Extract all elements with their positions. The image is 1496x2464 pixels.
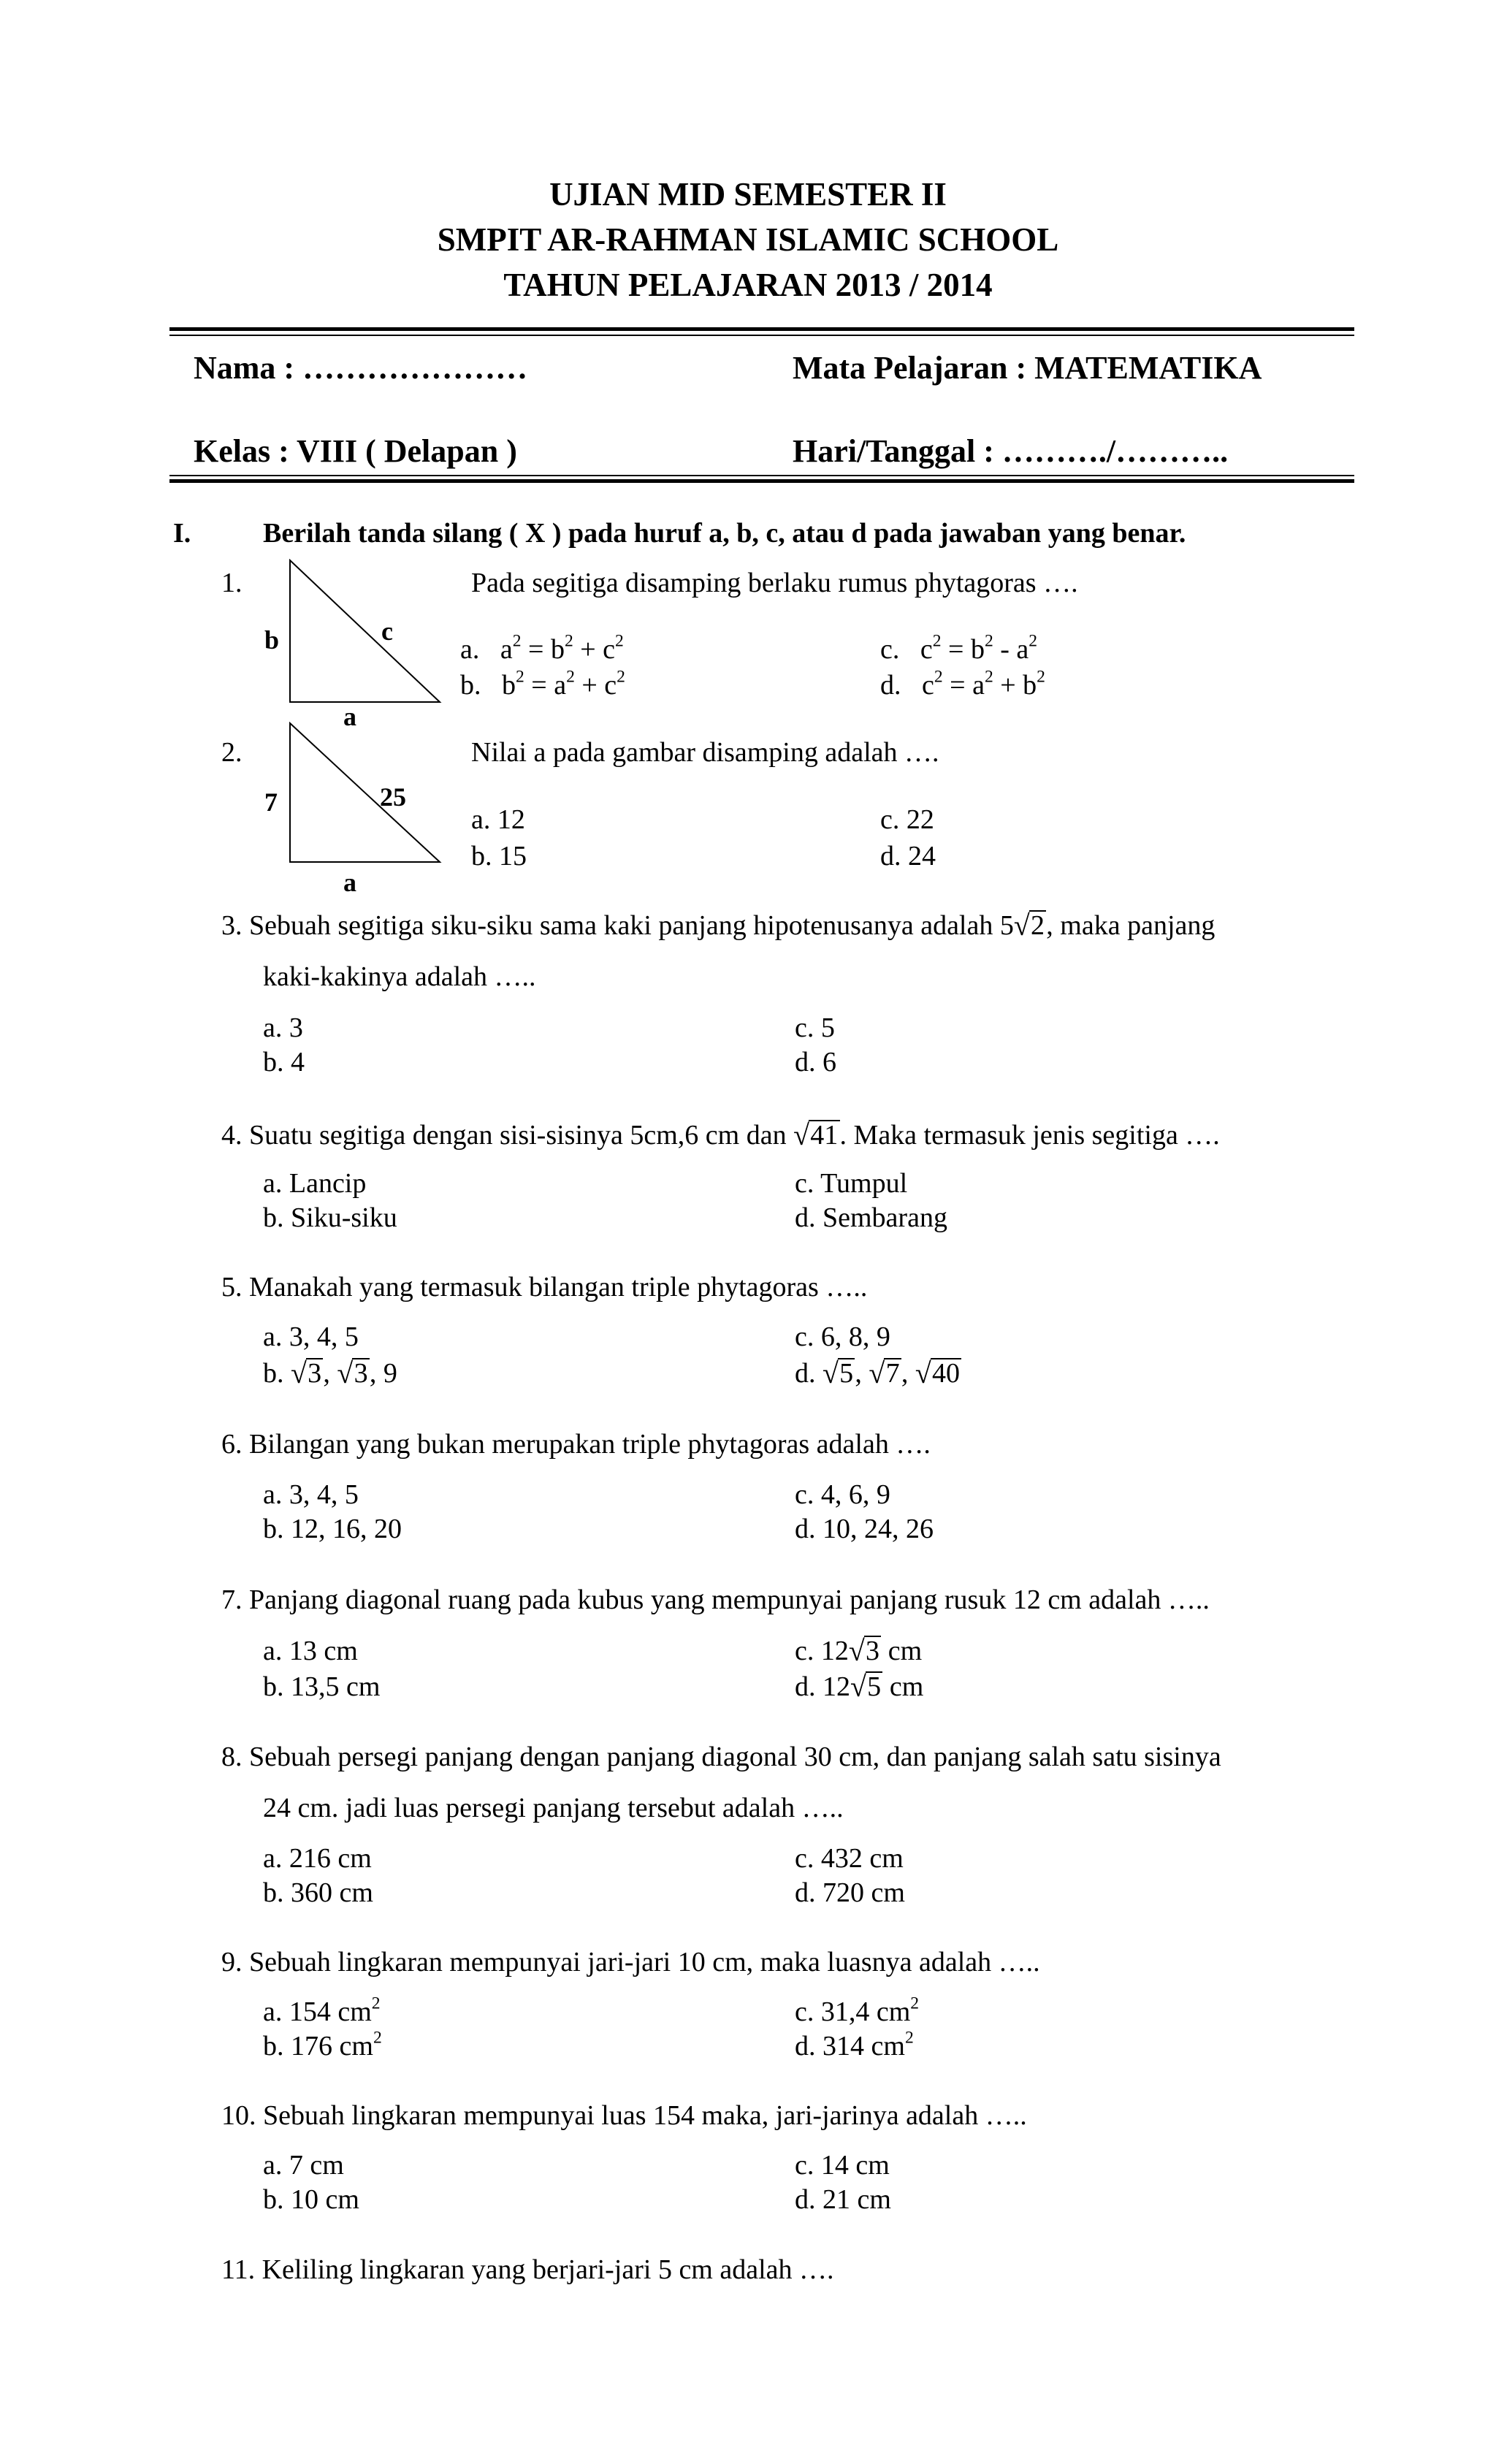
question-8-text-line2: 24 cm. jadi luas persegi panjang tersebut adalah …..	[263, 1793, 844, 1823]
q6-option-b: b. 12, 16, 20	[263, 1514, 402, 1544]
q10-option-c: c. 14 cm	[795, 2150, 890, 2181]
q9-option-c: c. 31,4 $cm^2$	[795, 1994, 920, 2027]
header-rule-top-thin	[169, 335, 1354, 336]
q4-option-c: c. Tumpul	[795, 1168, 908, 1199]
exam-title: UJIAN MID SEMESTER II	[549, 176, 947, 213]
question-1-text: Pada segitiga disamping berlaku rumus phytagoras ….	[471, 568, 1078, 598]
q7-option-c: c. 12 √ 3 cm	[795, 1634, 923, 1668]
q6-option-c: c. 4, 6, 9	[795, 1479, 890, 1510]
q5-option-b: b. √ 3, √ 3, 9	[263, 1357, 397, 1390]
section-number: I.	[173, 518, 191, 549]
q8-option-c: c. 432 cm	[795, 1843, 904, 1874]
q5-option-d: d. √ 5, √ 7, √ 40	[795, 1357, 961, 1389]
date-field: Hari/Tanggal : ………./………..	[793, 433, 1229, 469]
q3-option-d: d. 6	[795, 1047, 836, 1077]
q7-option-d: d. 12 √ 5 cm	[795, 1670, 924, 1704]
q1-label-b: b	[264, 625, 280, 655]
q3-option-c: c. 5	[795, 1012, 835, 1043]
q1-option-b: b. $b^2 = a^2 + c^2$	[460, 667, 625, 701]
q1-triangle-figure	[289, 559, 446, 705]
question-10-text: 10. Sebuah lingkaran mempunyai luas 154 maka, jari-jarinya adalah …..	[221, 2100, 1027, 2131]
question-4-text: 4. Suatu segitiga dengan sisi-sisinya 5cm,6 cm dan √ 41. Maka termasuk jenis segitiga ….	[221, 1118, 1220, 1152]
q2-label-a: a	[343, 868, 356, 897]
q2-option-d: d. 24	[880, 841, 936, 871]
q10-option-a: a. 7 cm	[263, 2150, 344, 2181]
academic-year: TAHUN PELAJARAN 2013 / 2014	[503, 267, 993, 303]
question-9-text: 9. Sebuah lingkaran mempunyai jari-jari 10 cm, maka luasnya adalah …..	[221, 1947, 1040, 1977]
q3-option-a: a. 3	[263, 1012, 303, 1043]
question-8-text: 8. Sebuah persegi panjang dengan panjang diagonal 30 cm, dan panjang salah satu sisinya	[221, 1742, 1221, 1772]
header-rule-bottom-thin	[169, 475, 1354, 476]
q7-option-a: a. 13 cm	[263, 1636, 358, 1666]
question-5-text: 5. Manakah yang termasuk bilangan triple phytagoras …..	[221, 1272, 868, 1302]
question-11-text: 11. Keliling lingkaran yang berjari-jari 5 cm adalah ….	[221, 2254, 834, 2285]
q9-option-a: a. 154 $cm^2$	[263, 1994, 381, 2027]
q1-option-c: c. $c^2 = b^2 - a^2$	[880, 631, 1038, 665]
q2-triangle-figure	[289, 722, 446, 868]
q2-label-7: 7	[264, 787, 278, 817]
class-field: Kelas : VIII ( Delapan )	[194, 433, 517, 469]
section-instruction: Berilah tanda silang ( X ) pada huruf a, b, c, atau d pada jawaban yang benar.	[263, 518, 1186, 549]
q8-option-b: b. 360 cm	[263, 1877, 373, 1908]
q1-label-a: a	[343, 702, 356, 731]
subject-field: Mata Pelajaran : MATEMATIKA	[793, 350, 1262, 386]
question-3-text: 3. Sebuah segitiga siku-siku sama kaki panjang hipotenusanya adalah 5 √ 2, maka panjang	[221, 909, 1216, 942]
q6-option-a: a. 3, 4, 5	[263, 1479, 359, 1510]
q2-option-b: b. 15	[471, 841, 527, 871]
question-7-text: 7. Panjang diagonal ruang pada kubus yang mempunyai panjang rusuk 12 cm adalah …..	[221, 1584, 1210, 1615]
question-1-number: 1.	[221, 568, 243, 598]
q5-option-c: c. 6, 8, 9	[795, 1321, 890, 1352]
q9-option-d: d. 314 $cm^2$	[795, 2028, 914, 2061]
q8-option-a: a. 216 cm	[263, 1843, 372, 1874]
q2-label-25: 25	[380, 782, 406, 812]
q9-option-b: b. 176 $cm^2$	[263, 2028, 382, 2061]
q10-option-b: b. 10 cm	[263, 2184, 359, 2215]
name-field: Nama : …………………	[194, 350, 528, 386]
q1-option-d: d. $c^2 = a^2 + b^2$	[880, 667, 1045, 701]
q1-label-c: c	[381, 617, 393, 646]
q10-option-d: d. 21 cm	[795, 2184, 891, 2215]
q1-option-a: a. $a^2 = b^2 + c^2$	[460, 631, 624, 665]
q5-option-a: a. 3, 4, 5	[263, 1321, 359, 1352]
question-2-text: Nilai a pada gambar disamping adalah ….	[471, 737, 939, 768]
q4-option-b: b. Siku-siku	[263, 1202, 397, 1233]
q7-option-b: b. 13,5 cm	[263, 1671, 381, 1702]
header-rule-top	[169, 327, 1354, 331]
q4-option-a: a. Lancip	[263, 1168, 367, 1199]
q4-option-d: d. Sembarang	[795, 1202, 947, 1233]
question-2-number: 2.	[221, 737, 243, 768]
question-6-text: 6. Bilangan yang bukan merupakan triple phytagoras adalah ….	[221, 1429, 931, 1460]
q6-option-d: d. 10, 24, 26	[795, 1514, 934, 1544]
school-name: SMPIT AR-RAHMAN ISLAMIC SCHOOL	[437, 221, 1059, 258]
question-3-text-line2: kaki-kakinya adalah …..	[263, 961, 536, 992]
q2-option-a: a. 12	[471, 804, 525, 835]
q8-option-d: d. 720 cm	[795, 1877, 905, 1908]
q2-option-c: c. 22	[880, 804, 934, 835]
q3-option-b: b. 4	[263, 1047, 305, 1077]
header-rule-bottom	[169, 479, 1354, 483]
